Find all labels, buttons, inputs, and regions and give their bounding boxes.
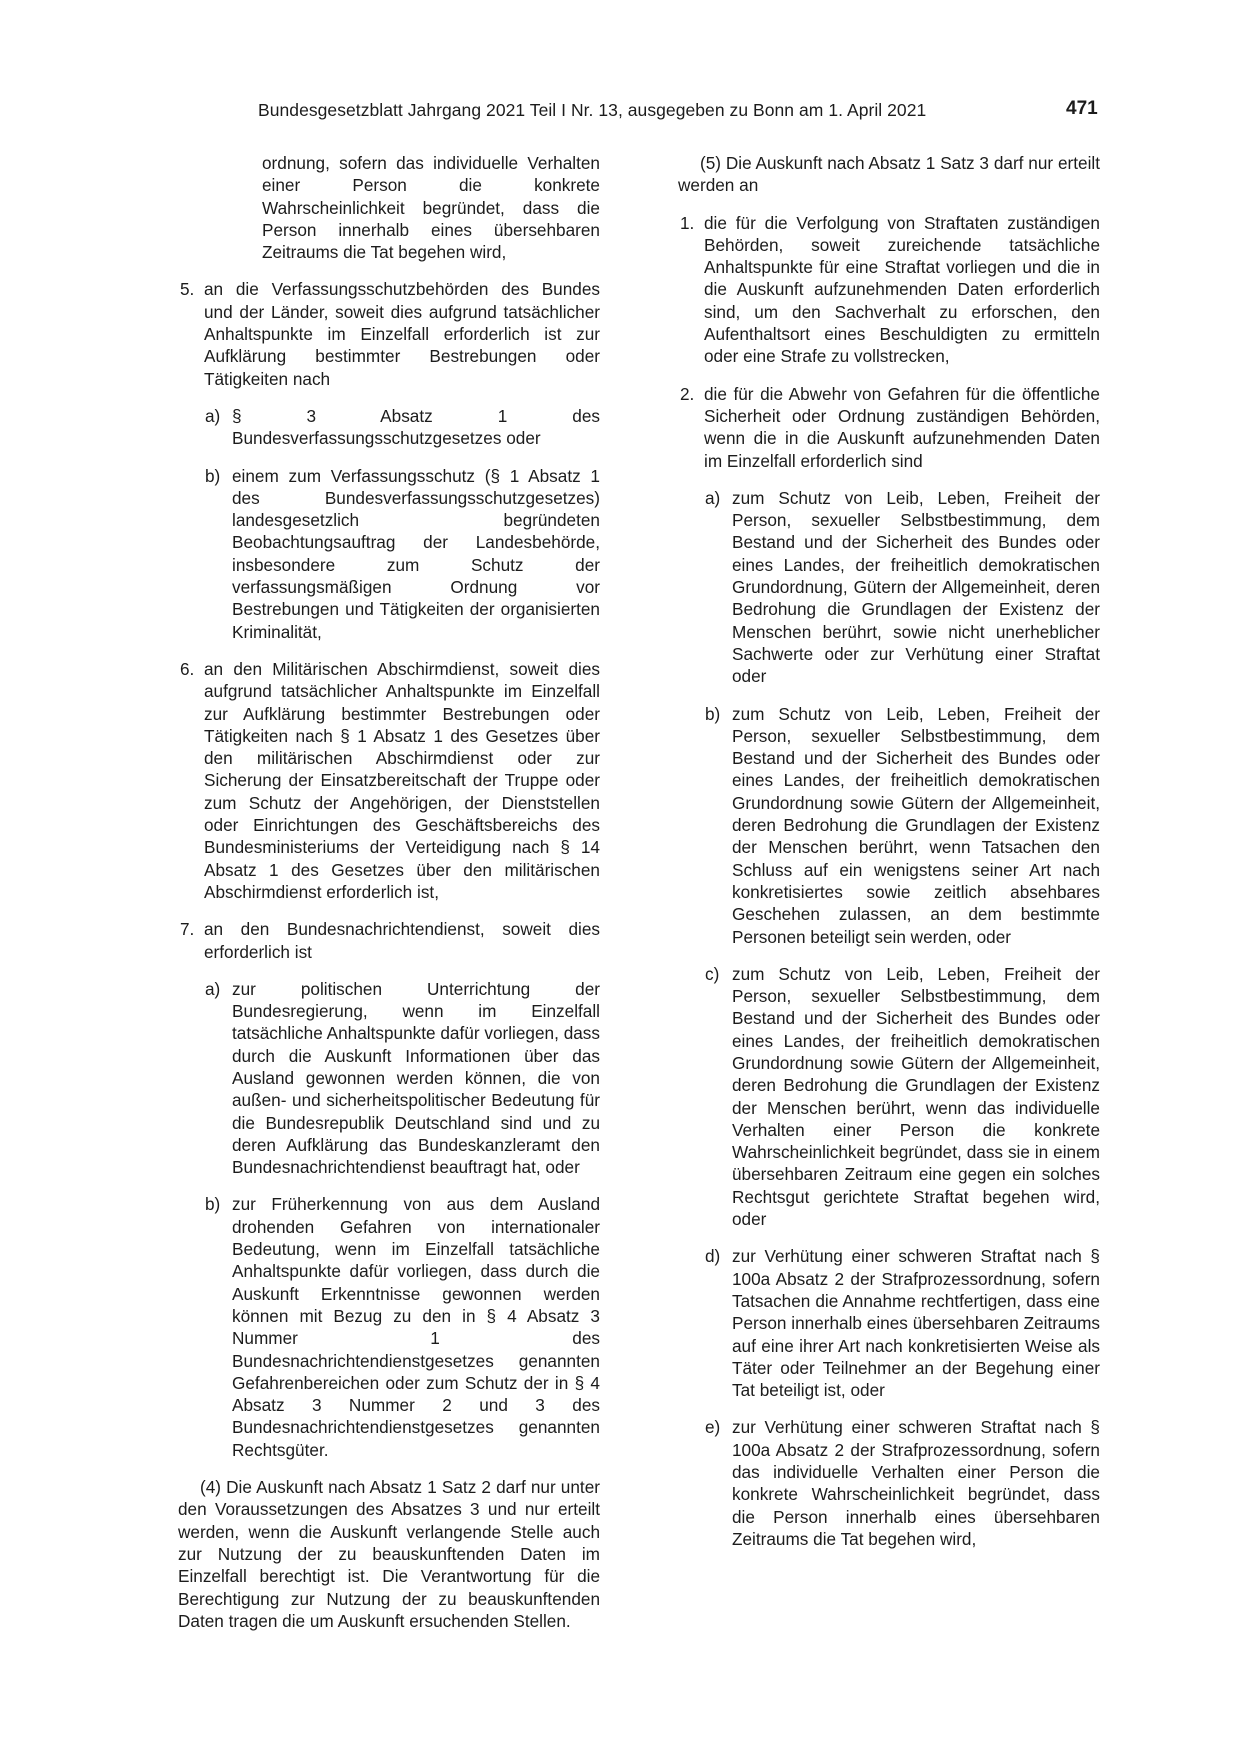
- list-item-text: die für die Verfolgung von Straftaten zuständigen Behörden, soweit zureichende tatsächliche Anhaltspunkte für eine Straftat vorliegen und die in die Auskunft aufzunehmenden Daten erforderlich sind, um den Sachverhalt zu erforschen, den Aufenthaltsort eines Beschuldigten zu ermitteln oder eine Strafe zu vollstrecken,: [704, 212, 1100, 367]
- sub-marker: c): [705, 963, 720, 984]
- sub-marker: b): [705, 703, 721, 724]
- sub-marker: b): [205, 465, 221, 486]
- paragraph-4: (4) Die Auskunft nach Absatz 1 Satz 2 darf nur unter den Voraussetzungen des Absatzes 3 und nur erteilt werden, wenn die Auskunft verlangende Stelle auch zur Nutzung der zu beauskunftenden Daten im Einzelfall berechtigt ist. Die Verantwortung für die Berechtigung zur Nutzung der zu beauskunftenden Daten tragen die um Auskunft ersuchenden Stellen.: [178, 1477, 600, 1631]
- list-item-2a: [678, 487, 1100, 688]
- left-column: [178, 152, 600, 1647]
- list-item-5: [178, 278, 600, 389]
- list-marker: 1.: [680, 212, 695, 233]
- list-item-5a: [178, 405, 600, 450]
- list-item-text: an den Militärischen Abschirmdienst, soweit dies aufgrund tatsächlicher Anhaltspunkte im Einzelfall zur Aufklärung bestimmter Bestrebungen oder Tätigkeiten nach § 1 Absatz 1 des Gesetzes über den militärischen Abschirmdienst oder zur Sicherung der Einsatzbereitschaft der Truppe oder zum Schutz der Angehörigen, der Dienststellen oder Einrichtungen des Geschäftsbereichs des Bundesministeriums der Verteidigung nach § 14 Absatz 1 des Gesetzes über den militärischen Abschirmdienst erforderlich ist,: [204, 658, 600, 902]
- list-item-text: an die Verfassungsschutzbehörden des Bundes und der Länder, soweit dies aufgrund tatsächlicher Anhaltspunkte im Einzelfall erforderlich ist zur Aufklärung bestimmter Bestrebungen oder Tätigkeiten nach: [204, 279, 600, 389]
- sub-marker: d): [705, 1246, 721, 1267]
- sub-marker: a): [205, 405, 221, 426]
- sub-item-text: zum Schutz von Leib, Leben, Freiheit der Person, sexueller Selbstbestimmung, dem Bestand und der Sicherheit des Bundes oder eines Landes, der freiheitlich demokratischen Grundordnung sowie Gütern der Allgemeinheit, deren Bedrohung die Grundlagen der Existenz der Menschen berührt, wenn Tatsachen den Schluss auf ein wenigstens seiner Art nach konkretisiertes sowie zeitlich absehbares Geschehen zulassen, an dem bestimmte Personen beteiligt sein werden, oder: [732, 703, 1100, 947]
- list-item-7b: [178, 1193, 600, 1461]
- sub-marker: a): [205, 978, 221, 999]
- continued-text: ordnung, sofern das individuelle Verhalten einer Person die konkrete Wahrscheinlichkeit begründet, dass die Person innerhalb eines übersehbaren Zeitraums die Tat begehen wird,: [262, 153, 600, 263]
- sub-marker: b): [205, 1194, 221, 1215]
- list-item-7a: [178, 978, 600, 1179]
- list-item-5b: [178, 465, 600, 643]
- list-item-1: [678, 212, 1100, 368]
- sub-marker: a): [705, 487, 721, 508]
- sub-item-text: zur Früherkennung von aus dem Ausland drohenden Gefahren von internationaler Bedeutung, wenn im Einzelfall tatsächliche Anhaltspunkte dafür vorliegen, dass durch die Auskunft Erkenntnisse gewonnen werden können mit Bezug zu den in § 4 Absatz 3 Nummer 1 des Bundesnachrichtendienstgesetzes genannten Gefahrenbereichen oder zum Schutz der in § 4 Absatz 3 Nummer 2 und 3 des Bundesnachrichtendienstgesetzes genannten Rechtsgüter.: [232, 1194, 600, 1460]
- list-marker: 5.: [180, 279, 195, 300]
- list-item-7: [178, 918, 600, 963]
- list-item-2d: [678, 1245, 1100, 1401]
- page-header: [0, 100, 1241, 126]
- list-marker: 7.: [180, 919, 195, 940]
- sub-item-text: § 3 Absatz 1 des Bundesverfassungsschutzgesetzes oder: [232, 405, 600, 449]
- list-item-6: [178, 658, 600, 903]
- sub-item-text: zum Schutz von Leib, Leben, Freiheit der Person, sexueller Selbstbestimmung, dem Bestand und der Sicherheit des Bundes oder eines Landes, der freiheitlich demokratischen Grundordnung sowie Gütern der Allgemeinheit, deren Bedrohung die Grundlagen der Existenz der Menschen berührt, wenn das individuelle Verhalten einer Person die konkrete Wahrscheinlichkeit begründet, dass sie in einem übersehbaren Zeitraum eine gegen ein solches Rechtsgut gerichtete Straftat begehen wird, oder: [732, 963, 1100, 1230]
- paragraph-5: (5) Die Auskunft nach Absatz 1 Satz 3 darf nur erteilt werden an: [678, 153, 1100, 196]
- list-item-2c: [678, 963, 1100, 1231]
- sub-item-text: zur Verhütung einer schweren Straftat nach § 100a Absatz 2 der Strafprozessordnung, sofern das individuelle Verhalten einer Person die konkrete Wahrscheinlichkeit begründet, dass die Person innerhalb eines übersehbaren Zeitraums die Tat begehen wird,: [732, 1417, 1100, 1549]
- list-marker: 6.: [180, 658, 195, 679]
- sub-item-text: zur Verhütung einer schweren Straftat nach § 100a Absatz 2 der Strafprozessordnung, sofern Tatsachen die Annahme rechtfertigen, dass eine Person innerhalb eines übersehbaren Zeitraums auf eine ihrer Art nach konkretisierten Weise als Täter oder Teilnehmer an der Begehung einer Tat beteiligt ist, oder: [732, 1246, 1100, 1401]
- list-item-2b: [678, 703, 1100, 948]
- list-marker: 2.: [680, 383, 695, 404]
- sub-item-text: einem zum Verfassungsschutz (§ 1 Absatz 1 des Bundesverfassungsschutzgesetzes) landesgesetzlich begründeten Beobachtungsauftrag der Landesbehörde, insbesondere zum Schutz der verfassungsmäßigen Ordnung vor Bestrebungen und Tätigkeiten der organisierten Kriminalität,: [232, 465, 600, 642]
- sub-marker: e): [705, 1417, 721, 1438]
- gazette-title: Bundesgesetzblatt Jahrgang 2021 Teil I Nr. 13, ausgegeben zu Bonn am 1. April 2021: [258, 100, 927, 120]
- list-item-2: [678, 383, 1100, 472]
- list-item-2e: [678, 1416, 1100, 1550]
- right-column: [678, 152, 1100, 1565]
- list-item-text: die für die Abwehr von Gefahren für die öffentliche Sicherheit oder Ordnung zuständigen Behörden, wenn die in die Auskunft aufzunehmenden Daten im Einzelfall erforderlich sind: [704, 383, 1100, 471]
- list-item-text: an den Bundesnachrichtendienst, soweit dies erforderlich ist: [204, 919, 600, 962]
- sub-item-text: zum Schutz von Leib, Leben, Freiheit der Person, sexueller Selbstbestimmung, dem Bestand und der Sicherheit des Bundes oder eines Landes, der freiheitlich demokratischen Grundordnung, Gütern der Allgemeinheit, deren Bedrohung die Grundlagen der Existenz der Menschen berührt, sowie nicht unerheblicher Sachwerte oder zur Verhütung einer Straftat oder: [732, 487, 1100, 687]
- page-number: 471: [1066, 98, 1098, 119]
- sub-item-text: zur politischen Unterrichtung der Bundesregierung, wenn im Einzelfall tatsächliche Anhaltspunkte dafür vorliegen, dass durch die Auskunft Informationen über das Ausland gewonnen werden können, die von außen- und sicherheitspolitischer Bedeutung für die Bundesrepublik Deutschland sind und zu deren Aufklärung das Bundeskanzleramt den Bundesnachrichtendienst beauftragt hat, oder: [232, 978, 600, 1178]
